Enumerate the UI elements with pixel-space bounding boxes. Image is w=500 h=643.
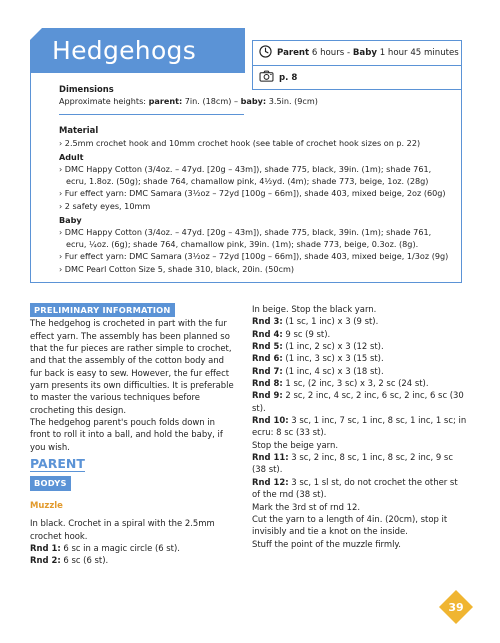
round-row: [30, 542, 237, 554]
dimensions-parent-value: 7in. (18cm) –: [182, 96, 241, 107]
adult-heading: Adult: [59, 151, 84, 162]
list-item: › 2 safety eyes, 10mm: [59, 200, 151, 211]
round-row: [252, 414, 467, 439]
color-change-note: In beige. Stop the black yarn.: [252, 304, 377, 314]
round-text: 1 sc, (2 inc, 3 sc) x 3, 2 sc (24 st).: [282, 378, 429, 389]
preliminary-info-heading: PRELIMINARY INFORMATION: [30, 303, 175, 317]
list-item: › Fur effect yarn: DMC Samara (3½oz – 72yd [100g – 66m]), shade 403, mixed beige, 2oz (60g): [59, 188, 446, 199]
round-text: 3 sc, 2 inc, 8 sc, 1 inc, 8 sc, 2 inc, 9 sc (38 st).: [252, 452, 453, 475]
time-row: [253, 41, 461, 65]
round-text: 9 sc (9 st).: [282, 328, 331, 339]
round-text: 3 sc, 1 inc, 7 sc, 1 inc, 8 sc, 1 inc, 1 sc; in ecru: 8 sc (33 st).: [252, 415, 467, 438]
round-text: 3 sc, 1 sl st, do not crochet the other st of the rnd (38 st).: [252, 476, 458, 500]
page-number: 39: [448, 601, 464, 614]
list-item: › Fur effect yarn: DMC Samara (3½oz – 72yd [100g – 66m]), shade 403, mixed beige, 1/3oz (9g): [59, 251, 449, 262]
time-parent-label: Parent: [277, 48, 310, 58]
round-row: [252, 451, 467, 476]
instruction-line: Stuff the point of the muzzle firmly.: [252, 538, 401, 549]
time-separator: -: [347, 48, 351, 58]
left-column: [30, 303, 237, 567]
round-row: [252, 365, 467, 377]
round-label: Rnd 11:: [252, 452, 289, 463]
time-baby-value: 1 hour 45 minutes: [379, 48, 459, 58]
round-label: Rnd 3:: [252, 316, 283, 327]
page-title: Hedgehogs: [30, 28, 245, 73]
page-number-badge: [438, 589, 474, 625]
round-text: (1 inc, 2 sc) x 3 (12 st).: [282, 341, 384, 352]
list-item: › DMC Pearl Cotton Size 5, shade 310, black, 20in. (50cm): [59, 263, 295, 274]
round-row: [252, 328, 467, 340]
baby-heading: Baby: [59, 214, 82, 225]
time-baby-label: Baby: [352, 48, 377, 58]
round-label: Rnd 7:: [252, 365, 283, 376]
list-item: › DMC Happy Cotton (3/4oz. – 47yd. [20g – 43m]), shade 775, black, 39in. (1m); shade 761, ecru, ¼oz. (6g); shade 764, chamallow pink, 39in. (1m); shade 773, beige, 0.3oz. (8g).: [59, 227, 432, 250]
material-item: › 2.5mm crochet hook and 10mm crochet hook (see table of crochet hook sizes on p. 22): [59, 137, 421, 148]
round-label: Rnd 2:: [30, 555, 61, 566]
muzzle-heading: Muzzle: [30, 499, 63, 510]
dimensions-prefix: Approximate heights:: [59, 96, 149, 107]
dimensions-baby-value: 3.5in. (9cm): [266, 96, 318, 107]
round-row: [30, 554, 237, 566]
dimensions-text: [59, 95, 451, 107]
round-label: Rnd 6:: [252, 353, 283, 364]
round-label: Rnd 9:: [252, 390, 283, 401]
round-text: (1 sc, 1 inc) x 3 (9 st).: [282, 316, 379, 327]
round-row: [252, 389, 467, 414]
dimensions-parent-label: parent:: [148, 96, 183, 107]
muzzle-intro: In black. Crochet in a spiral with the 2.5mm crochet hook.: [30, 518, 215, 541]
dimensions-heading: Dimensions: [59, 84, 114, 94]
color-change-note: Stop the beige yarn.: [252, 439, 339, 450]
round-row: [252, 377, 467, 389]
round-row: [252, 315, 467, 327]
round-text: 2 sc, 2 inc, 4 sc, 2 inc, 6 sc, 2 inc, 6 sc (30 st).: [252, 390, 464, 413]
round-label: Rnd 8:: [252, 378, 283, 389]
preliminary-paragraph: The hedgehog is crocheted in part with the fur effect yarn. The assembly has been planned so that the fur pieces are rather simple to crochet, and that the assembly of the cotton body and fur back is easy to sew. However, the fur effect yarn presents its own difficulties. It is preferable to master the various techniques before crocheting this design.: [30, 318, 234, 415]
time-parent-value: 6 hours: [311, 48, 345, 58]
right-column: [252, 303, 467, 550]
round-row: [252, 340, 467, 352]
instruction-line: Mark the 3rd st of rnd 12.: [252, 501, 361, 512]
bodys-heading: BODYS: [30, 476, 71, 490]
specifications-box: [30, 73, 462, 283]
round-label: Rnd 12:: [252, 476, 289, 487]
photo-page-ref[interactable]: p. 8: [279, 72, 298, 83]
preliminary-paragraph: The hedgehog parent's pouch folds down in front to roll it into a ball, and hold the baby, if you wish.: [30, 417, 223, 452]
round-text: (1 inc, 3 sc) x 3 (15 st).: [282, 353, 384, 364]
clock-icon: [259, 45, 272, 61]
round-row: [252, 476, 467, 501]
round-text: (1 inc, 4 sc) x 3 (18 st).: [282, 365, 384, 376]
round-label: Rnd 4:: [252, 328, 283, 339]
material-heading: Material: [59, 125, 99, 136]
instruction-line: Cut the yarn to a length of 4in. (20cm), stop it invisibly and tie a knot on the inside.: [252, 513, 448, 537]
dimensions-baby-label: baby:: [240, 96, 267, 107]
round-label: Rnd 1:: [30, 542, 61, 553]
divider: [59, 114, 244, 115]
parent-heading: PARENT: [30, 456, 85, 472]
round-row: [252, 352, 467, 364]
round-label: Rnd 10:: [252, 415, 289, 426]
list-item: › DMC Happy Cotton (3/4oz. – 47yd. [20g – 43m]), shade 775, black, 39in. (1m); shade 761, ecru, 1.8oz. (50g); shade 764, chamallow pink, 4½yd. (4m); shade 773, beige, 1oz. (28g): [59, 164, 432, 187]
round-text: 6 sc (6 st).: [60, 555, 109, 566]
round-text: 6 sc in a magic circle (6 st).: [60, 542, 180, 553]
round-label: Rnd 5:: [252, 341, 283, 352]
